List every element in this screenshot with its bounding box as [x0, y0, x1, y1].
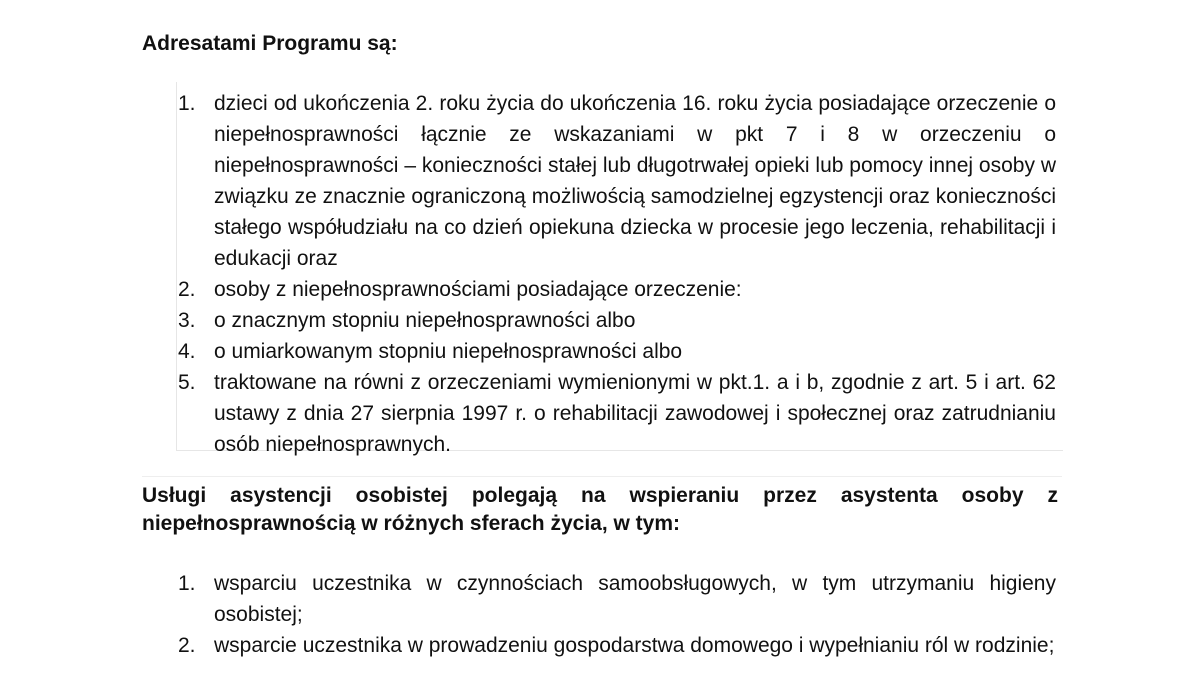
list-item-text: wsparcie uczestnika w prowadzeniu gospodarstwa domowego i wypełnianiu ról w rodzinie;	[214, 634, 1055, 657]
list-item-text: wsparciu uczestnika w czynnościach samoobsługowych, w tym utrzymaniu higieny osobistej;	[214, 572, 1056, 626]
list-item-number: 1.	[178, 572, 196, 595]
list-item	[176, 336, 1056, 367]
section-2-heading: Usługi asystencji osobistej polegają na wspieraniu przez asystenta osoby z niepełnosprawnością w różnych sferach życia, w tym:	[142, 484, 1058, 535]
list-item-number: 1.	[178, 92, 196, 115]
services-list	[176, 568, 1056, 661]
list-item-text: o znacznym stopniu niepełnosprawności albo	[214, 309, 636, 332]
list-item	[176, 630, 1056, 661]
section-1-heading: Adresatami Programu są:	[142, 32, 398, 55]
list-item-text: traktowane na równi z orzeczeniami wymienionymi w pkt.1. a i b, zgodnie z art. 5 i art. 62 ustawy z dnia 27 sierpnia 1997 r. o rehabilitacji zawodowej i społecznej oraz zatrudnianiu osób niepełnosprawnych.	[214, 371, 1056, 456]
list-item-number: 4.	[178, 340, 196, 363]
addressees-list	[176, 88, 1056, 460]
list-item-number: 5.	[178, 371, 196, 394]
section-divider	[142, 476, 1062, 477]
list-item-text: dzieci od ukończenia 2. roku życia do ukończenia 16. roku życia posiadające orzeczenie o niepełnosprawności łącznie ze wskazaniami w pkt 7 i 8 w orzeczeniu o niepełnosprawności – konieczności stałej lub długotrwałej opieki lub pomocy innej osoby w związku ze znacznie ograniczoną możliwością samodzielnej egzystencji oraz konieczności stałego współudziału na co dzień opiekuna dziecka w procesie jego leczenia, rehabilitacji i edukacji oraz	[214, 92, 1056, 270]
list-item-text: osoby z niepełnosprawnościami posiadające orzeczenie:	[214, 278, 742, 301]
list-item	[176, 274, 1056, 305]
list-item-number: 3.	[178, 309, 196, 332]
list-item	[176, 305, 1056, 336]
list-item	[176, 568, 1056, 630]
list-item-number: 2.	[178, 634, 196, 657]
list-item	[176, 88, 1056, 274]
list-item	[176, 367, 1056, 460]
list-item-text: o umiarkowanym stopniu niepełnosprawności albo	[214, 340, 683, 363]
list-item-number: 2.	[178, 278, 196, 301]
